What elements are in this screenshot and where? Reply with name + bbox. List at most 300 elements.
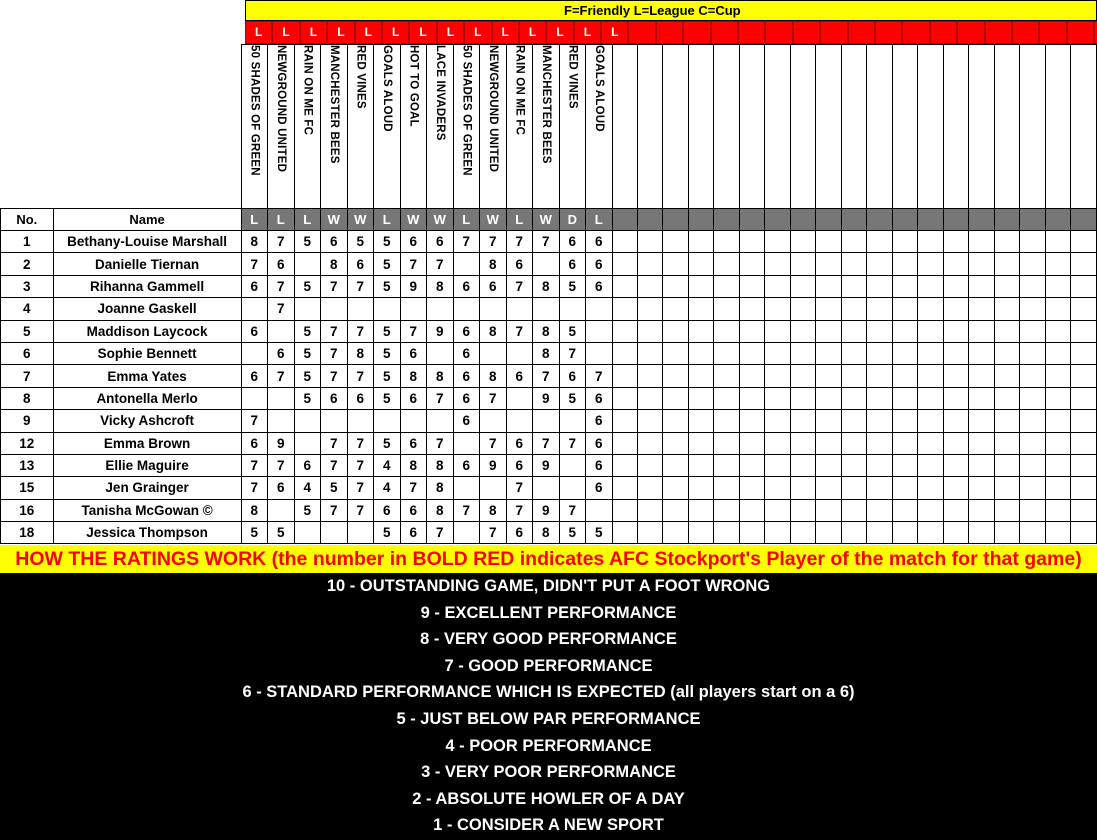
player-number: 13 [1,454,54,476]
opponent-cell [688,45,713,209]
rating-cell: 6 [586,410,613,432]
rating-cell [765,365,790,387]
opponents-row [1,45,1097,209]
rating-cell: 6 [268,342,295,364]
rating-cell: 9 [480,454,507,476]
rating-cell [816,320,841,342]
rating-cell [739,253,764,275]
rating-cell [739,410,764,432]
rating-cell [586,342,613,364]
result-cell [790,209,815,231]
rating-cell [427,342,454,364]
match-type-cell: L [546,21,573,44]
rating-cell [533,410,560,432]
rating-cell [892,342,917,364]
rating-cell: 7 [480,387,507,409]
rating-cell [1020,320,1045,342]
rating-cell [892,231,917,253]
rating-cell [638,342,663,364]
rating-cell: 6 [586,387,613,409]
rating-cell: 7 [347,275,374,297]
rating-cell: 8 [533,522,560,544]
match-type-cell: L [519,21,546,44]
result-cell [714,209,739,231]
player-name: Antonella Merlo [53,387,241,409]
rating-cell [816,387,841,409]
rating-cell: 7 [533,365,560,387]
player-row [1,298,1097,320]
rating-cell [559,454,586,476]
rating-cell: 4 [374,477,401,499]
rating-cell: 8 [533,320,560,342]
rating-cell [638,432,663,454]
rating-cell: 6 [374,499,401,521]
rating-cell [321,298,348,320]
rating-cell [612,499,637,521]
opponent-name: MANCHESTER BEES [327,45,340,164]
rating-cell [268,320,295,342]
rating-cell: 6 [586,432,613,454]
rating-cell [400,298,427,320]
rating-cell [1071,522,1097,544]
rating-cell: 7 [480,522,507,544]
rating-cell [1045,454,1070,476]
rating-cell [943,298,968,320]
rating-cell [790,387,815,409]
player-name: Maddison Laycock [53,320,241,342]
opponent-cell [841,45,866,209]
rating-cell [241,298,268,320]
rating-cell [586,320,613,342]
rating-cell [918,499,943,521]
rating-scale-line: 7 - GOOD PERFORMANCE [444,656,653,675]
rating-cell [816,275,841,297]
rating-cell [294,522,321,544]
opponent-name: RAIN ON ME FC [301,45,314,136]
rating-cell [506,387,533,409]
rating-cell [688,231,713,253]
rating-cell [765,499,790,521]
rating-cell: 6 [400,342,427,364]
rating-cell: 6 [241,365,268,387]
rating-cell: 7 [268,454,295,476]
rating-cell: 7 [268,298,295,320]
rating-cell: 6 [506,365,533,387]
rating-cell: 5 [294,365,321,387]
rating-cell: 5 [294,275,321,297]
rating-cell [765,522,790,544]
player-name: Joanne Gaskell [53,298,241,320]
rating-scale-line: 5 - JUST BELOW PAR PERFORMANCE [396,710,701,728]
rating-cell [638,499,663,521]
opponent-cell [559,45,586,209]
rating-cell [969,320,994,342]
opponent-cell [427,45,454,209]
rating-cell [867,499,892,521]
rating-cell [765,432,790,454]
rating-cell: 6 [241,275,268,297]
rating-cell [943,410,968,432]
rating-cell [841,477,866,499]
rating-cell [453,298,480,320]
rating-cell [1071,387,1097,409]
rating-cell [688,499,713,521]
rating-cell [739,298,764,320]
rating-cell: 7 [586,365,613,387]
rating-cell [841,298,866,320]
rating-cell [765,387,790,409]
rating-cell [427,410,454,432]
rating-cell [688,253,713,275]
rating-cell: 8 [533,342,560,364]
rating-cell [892,499,917,521]
rating-cell: 6 [586,231,613,253]
rating-cell: 9 [533,454,560,476]
rating-cell [1071,231,1097,253]
rating-cell [638,410,663,432]
rating-cell [480,477,507,499]
result-cell: L [586,209,613,231]
rating-cell: 7 [427,387,454,409]
rating-cell [841,387,866,409]
rating-cell [1045,365,1070,387]
rating-cell [994,454,1019,476]
opponent-cell [994,45,1019,209]
rating-cell: 5 [586,522,613,544]
rating-cell [1071,298,1097,320]
rating-cell: 8 [480,320,507,342]
rating-cell: 5 [559,275,586,297]
rating-cell [400,410,427,432]
rating-cell: 4 [374,454,401,476]
player-number: 8 [1,387,54,409]
match-type-cell [985,21,1012,44]
result-cell [1020,209,1045,231]
rating-cell [790,342,815,364]
rating-cell [612,387,637,409]
rating-scale-line: 4 - POOR PERFORMANCE [445,736,652,755]
rating-cell: 6 [400,231,427,253]
rating-cell [994,275,1019,297]
player-row [1,522,1097,544]
opponent-cell [1071,45,1097,209]
result-cell [1045,209,1070,231]
rating-cell [816,522,841,544]
rating-cell: 9 [533,499,560,521]
rating-cell [816,231,841,253]
result-cell [867,209,892,231]
player-name: Jen Grainger [53,477,241,499]
match-type-cell [875,21,902,44]
rating-cell: 8 [480,499,507,521]
rating-cell: 5 [374,432,401,454]
rating-cell: 9 [400,275,427,297]
opponent-cell [268,45,295,209]
rating-cell [739,432,764,454]
result-cell: L [268,209,295,231]
rating-cell: 6 [427,231,454,253]
rating-cell: 7 [506,231,533,253]
rating-cell [638,275,663,297]
rating-cell [1071,477,1097,499]
rating-cell [1020,410,1045,432]
rating-cell: 6 [453,387,480,409]
rating-cell [347,522,374,544]
opponent-cell [663,45,688,209]
result-cell: W [400,209,427,231]
rating-cell [841,275,866,297]
player-number: 15 [1,477,54,499]
rating-cell [714,454,739,476]
rating-cell: 8 [241,499,268,521]
rating-cell [867,298,892,320]
rating-cell [918,320,943,342]
rating-cell: 6 [586,275,613,297]
rating-cell: 6 [321,387,348,409]
ratings-title: HOW THE RATINGS WORK (the number in BOLD RED indicates AFC Stockport's Player of the match for that game) [0,545,1097,573]
rating-cell [1045,320,1070,342]
player-name: Danielle Tiernan [53,253,241,275]
rating-cell [867,253,892,275]
rating-cell [994,432,1019,454]
rating-cell: 7 [453,499,480,521]
rating-cell [867,231,892,253]
rating-cell: 5 [294,231,321,253]
rating-cell: 5 [294,387,321,409]
rating-cell [892,522,917,544]
rating-cell [1020,499,1045,521]
rating-cell: 7 [347,320,374,342]
rating-cell [765,275,790,297]
col-header-name: Name [53,209,241,231]
rating-cell: 6 [400,499,427,521]
opponent-cell [918,45,943,209]
rating-cell [969,253,994,275]
rating-cell: 7 [321,499,348,521]
rating-cell [663,342,688,364]
rating-cell [816,298,841,320]
opponent-name: MANCHESTER BEES [539,45,552,164]
rating-cell: 7 [453,231,480,253]
rating-cell [1045,298,1070,320]
rating-cell: 5 [374,253,401,275]
opponent-name: GOALS ALOUD [380,45,393,132]
rating-cell [816,454,841,476]
rating-cell: 6 [506,454,533,476]
rating-cell [994,253,1019,275]
opponent-cell [506,45,533,209]
rating-cell: 7 [347,477,374,499]
rating-cell [663,477,688,499]
rating-cell [714,387,739,409]
rating-cell [663,454,688,476]
rating-cell: 8 [321,253,348,275]
opponent-cell [790,45,815,209]
rating-cell [765,477,790,499]
rating-cell [533,253,560,275]
match-type-cell [656,21,683,44]
player-row [1,432,1097,454]
rating-cell [943,320,968,342]
rating-cell [586,298,613,320]
rating-cell: 7 [241,454,268,476]
rating-cell [969,432,994,454]
rating-cell [892,298,917,320]
rating-cell [892,320,917,342]
rating-cell [1045,499,1070,521]
rating-cell [688,320,713,342]
rating-cell: 6 [453,320,480,342]
opponent-name: HOT TO GOAL [407,45,420,127]
rating-cell [612,298,637,320]
rating-cell [739,365,764,387]
rating-cell: 7 [321,342,348,364]
rating-cell: 7 [400,253,427,275]
rating-cell [892,477,917,499]
rating-cell [638,477,663,499]
rating-cell [1045,410,1070,432]
rating-cell [1020,432,1045,454]
rating-cell [790,365,815,387]
rating-cell [790,275,815,297]
rating-cell: 5 [559,522,586,544]
rating-cell: 6 [453,454,480,476]
match-type-cell [848,21,875,44]
rating-cell [1045,522,1070,544]
rating-cell: 7 [321,454,348,476]
rating-cell [1045,342,1070,364]
rating-cell: 5 [321,477,348,499]
opponent-cell [347,45,374,209]
player-name: Ellie Maguire [53,454,241,476]
rating-cell [374,298,401,320]
rating-cell [1020,298,1045,320]
rating-cell [739,275,764,297]
rating-cell: 6 [506,432,533,454]
result-cell: L [506,209,533,231]
rating-cell [612,454,637,476]
rating-cell [867,365,892,387]
rating-cell [663,365,688,387]
rating-cell [638,320,663,342]
rating-cell [1020,342,1045,364]
rating-cell [892,410,917,432]
rating-cell [480,298,507,320]
player-number: 16 [1,499,54,521]
rating-cell: 5 [374,365,401,387]
rating-cell [816,253,841,275]
opponent-cell [586,45,613,209]
rating-cell [765,320,790,342]
rating-cell [506,410,533,432]
result-cell [943,209,968,231]
player-name: Bethany-Louise Marshall [53,231,241,253]
rating-cell [663,253,688,275]
match-type-cell: L [327,21,354,44]
result-cell: W [480,209,507,231]
rating-cell [638,387,663,409]
rating-cell [841,365,866,387]
player-name: Sophie Bennett [53,342,241,364]
opponent-name: 50 SHADES OF GREEN [460,45,473,176]
rating-cell [816,499,841,521]
rating-cell [943,387,968,409]
opponent-cell [612,45,637,209]
rating-scale-line: 3 - VERY POOR PERFORMANCE [421,763,676,782]
rating-cell [506,342,533,364]
rating-cell [480,410,507,432]
rating-cell [918,522,943,544]
rating-cell [1045,231,1070,253]
rating-cell: 5 [241,522,268,544]
match-type-cell: L [272,21,299,44]
match-type-row [245,21,1097,44]
rating-cell: 5 [374,522,401,544]
rating-cell [241,387,268,409]
opponent-cell [969,45,994,209]
rating-cell: 8 [427,275,454,297]
player-row [1,499,1097,521]
rating-cell [638,365,663,387]
rating-cell [918,231,943,253]
rating-cell [994,477,1019,499]
opponent-cell [294,45,321,209]
rating-cell [841,320,866,342]
rating-cell: 6 [453,365,480,387]
rating-cell: 5 [559,387,586,409]
rating-cell [790,454,815,476]
rating-cell [816,342,841,364]
rating-cell [1020,253,1045,275]
rating-cell: 8 [427,365,454,387]
result-cell [816,209,841,231]
rating-cell [612,477,637,499]
rating-cell: 6 [586,477,613,499]
rating-cell [268,499,295,521]
rating-cell [841,499,866,521]
match-type-cell [683,21,710,44]
match-type-cell: L [355,21,382,44]
rating-cell: 4 [294,477,321,499]
rating-scale-line: 8 - VERY GOOD PERFORMANCE [420,630,677,649]
rating-cell: 7 [321,320,348,342]
rating-scale-line: 1 - CONSIDER A NEW SPORT [433,816,664,835]
rating-cell [1045,253,1070,275]
rating-cell [688,365,713,387]
rating-cell [533,477,560,499]
rating-cell [663,522,688,544]
rating-cell: 7 [506,275,533,297]
rating-cell: 6 [294,454,321,476]
match-type-cell: L [574,21,601,44]
rating-cell [867,410,892,432]
rating-cell [1045,477,1070,499]
rating-cell [790,410,815,432]
rating-cell [765,231,790,253]
rating-cell: 7 [321,365,348,387]
rating-cell [612,432,637,454]
opponent-name: GOALS ALOUD [592,45,605,132]
rating-cell: 6 [347,253,374,275]
rating-cell [612,410,637,432]
player-number: 12 [1,432,54,454]
player-name: Emma Brown [53,432,241,454]
rating-cell [453,253,480,275]
rating-cell [918,477,943,499]
rating-cell: 7 [533,231,560,253]
rating-cell [1045,275,1070,297]
opponent-name: RAIN ON ME FC [513,45,526,136]
